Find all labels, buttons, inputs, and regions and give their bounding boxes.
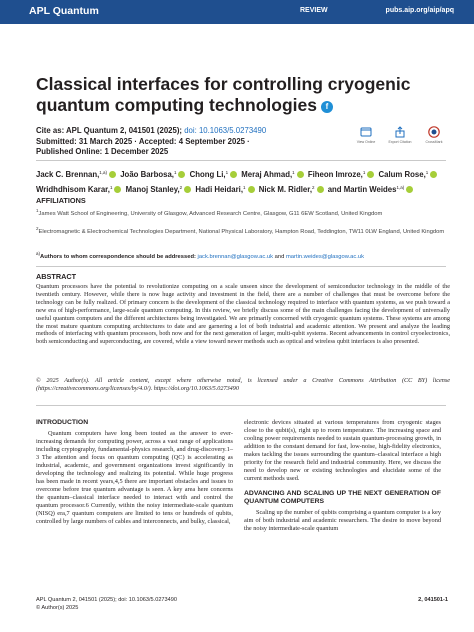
title-text: Classical interfaces for controlling cryogenic quantum computing technologies xyxy=(36,74,411,115)
submission-dates: Submitted: 31 March 2025 · Accepted: 4 September 2025 · xyxy=(36,136,250,146)
view-online-button[interactable] xyxy=(353,126,379,144)
body-column-left xyxy=(36,419,233,526)
body-paragraph: electronic devices situated at various temperatures from cryogenic stages close to the qubit(s), right up to room temperature. The increasing space and cooling power requirements needed to sustain quantum-processing growth, in addition to the constant demand for fast, low-noise, high-fidelity electronics, makes tackling the issues surrounding the quantum–classical interface a high priority for the research field and industrial community. Here, we discuss the need to develop new or existing technologies and elucidate some of the current methods used. xyxy=(244,419,441,482)
section-heading: ADVANCING AND SCALING UP THE NEXT GENERATION OF QUANTUM COMPUTERS xyxy=(244,489,441,506)
crossmark-icon xyxy=(428,126,440,138)
body-paragraph: Quantum computers have long been touted as the answer to ever-increasing demands for computing power, across a vast range of applications including cryptography, fundamental-physics research, and drug-discovery.1–3 The attention and focus on quantum computing (QC) is accelerating as industrial, academic, and government organizations invest significantly in developing the technology and realizing its potential. While huge progress has been made in recent years,4,5 there are important obstacles and issues to overcome before true quantum advantage is seen. A key area here concerns the quantum–classical interface needed to interact with and control the quantum processor.6 Currently, within the noisy intermediate-scale quantum (NISQ) era,7 quantum computers are limited to tens or hundreds of qubits, controlled by large numbers of cables and interconnects, and bulky, classical, xyxy=(36,430,233,525)
author-list: Jack C. Brennan,$^{1,a)}$ João Barbosa,$^1$ Chong Li,$^1$ Meraj Ahmad,$^1$ Fiheon Imroze,$^1$ Calum Rose,$^1$ Wridhdhisom Karar,$^1$ Manoj Stanley,$^2$ Hadi Heidari,$^1$ Nick M. Ridler,$^2$ and Martin Weides$^{1,a)}$ xyxy=(36,166,448,196)
export-icon xyxy=(394,126,406,138)
author[interactable]: Fiheon Imroze, xyxy=(307,170,363,179)
author[interactable]: Meraj Ahmad, xyxy=(241,170,293,179)
author[interactable]: and Martin Weides xyxy=(327,185,397,194)
license-text: © 2025 Author(s). All article content, except where otherwise noted, is licensed under a Creative Commons Attribution (CC BY) license (https://creativecommons.org/licenses/by/4.0/). https://doi.org/10.1063/5.0273490 xyxy=(36,377,450,392)
citation-block xyxy=(36,126,266,158)
open-access-icon: f xyxy=(321,101,333,113)
cite-label: Cite as: APL Quantum 2, 041501 (2025); xyxy=(36,126,183,135)
author[interactable]: João Barbosa, xyxy=(120,170,174,179)
published-date: Published Online: 1 December 2025 xyxy=(36,147,169,156)
article-type: REVIEW xyxy=(300,7,328,14)
affiliation-1: $^1$James Watt School of Engineering, University of Glasgow, Advanced Research Centre, Glasgow, G11 6EW Scotland, United Kingdom xyxy=(36,208,383,217)
orcid-icon[interactable] xyxy=(109,171,116,178)
footer-citation: APL Quantum 2, 041501 (2025); doi: 10.1063/5.0273490 xyxy=(36,597,177,603)
author[interactable]: Nick M. Ridler, xyxy=(258,185,312,194)
divider xyxy=(36,266,446,267)
orcid-icon[interactable] xyxy=(367,171,374,178)
author[interactable]: Calum Rose, xyxy=(378,170,426,179)
author[interactable]: Hadi Heidari, xyxy=(195,185,244,194)
author[interactable]: Chong Li, xyxy=(189,170,226,179)
correspondence-note: $^{a)}$Authors to whom correspondence should be addressed: jack.brennan@glasgow.ac.uk and martin.weides@glasgow.ac.uk xyxy=(36,251,365,260)
affiliations-heading: AFFILIATIONS xyxy=(36,196,86,205)
crossmark-button[interactable] xyxy=(421,126,447,144)
author[interactable]: Jack C. Brennan, xyxy=(36,170,100,179)
page-number: 2, 041501-1 xyxy=(418,597,448,603)
email-link[interactable]: jack.brennan@glasgow.ac.uk xyxy=(197,254,274,260)
export-citation-label: Export Citation xyxy=(388,140,412,144)
article-tools xyxy=(353,126,453,156)
view-online-label: View Online xyxy=(356,140,376,144)
page-footer xyxy=(36,596,448,612)
email-link[interactable]: martin.weides@glasgow.ac.uk xyxy=(285,254,365,260)
orcid-icon[interactable] xyxy=(184,186,191,193)
orcid-icon[interactable] xyxy=(406,186,413,193)
view-online-icon xyxy=(360,126,372,138)
journal-name: APL Quantum xyxy=(29,5,99,17)
footer-copyright: © Author(s) 2025 xyxy=(36,605,79,611)
journal-url[interactable]: pubs.aip.org/aip/apq xyxy=(385,7,454,14)
orcid-icon[interactable] xyxy=(178,171,185,178)
orcid-icon[interactable] xyxy=(248,186,255,193)
affiliation-2: $^2$Electromagnetic & Electrochemical Technologies Department, National Physical Laboratory, Hampton Road, Teddington, TW11 0LW England, United Kingdom xyxy=(36,226,445,235)
journal-header-bar xyxy=(0,0,474,24)
orcid-icon[interactable] xyxy=(317,186,324,193)
orcid-icon[interactable] xyxy=(114,186,121,193)
article-title xyxy=(36,74,436,116)
abstract-text: Quantum processors have the potential to revolutionize computing on a scale unseen since the development of semiconductor technology in the middle of the twentieth century. However, while there is now huge activity and investment in the field, there are a number of challenges that must be overcome before the technology can be fully realized. Of primary concern is the development of the classical technology required to interface with quantum systems, as we push toward a new era of high-performance, large-scale quantum computing. In this review, we briefly discuss some of the main challenges facing the development of universally useful quantum computers and the different architectures being investigated. We are primarily concerned with cryogenic quantum systems. These systems are among the most mature quantum computing architectures to date and are garnering a lot of both industrial and academic attention. We present and analyze the leading methods of interfacing with quantum processors, both now and for the next generation of larger, multi-qubit systems. Recent advancements in control cryoelectronics, both semiconducting and superconducting, are covered, while a view toward newer methods such as optical and wireless qubit interfaces is also presented. xyxy=(36,283,450,346)
body-column-right xyxy=(244,419,441,533)
abstract-heading: ABSTRACT xyxy=(36,272,77,281)
divider xyxy=(36,160,446,161)
divider xyxy=(36,405,446,406)
body-paragraph: Scaling up the number of qubits comprising a quantum computer is a key aim of both industrial and academic researchers. The desire to move beyond the noisy intermediate-scale quantum xyxy=(244,509,441,533)
orcid-icon[interactable] xyxy=(297,171,304,178)
author[interactable]: Manoj Stanley, xyxy=(125,185,180,194)
crossmark-label: CrossMark xyxy=(425,140,443,144)
orcid-icon[interactable] xyxy=(230,171,237,178)
doi-link[interactable]: doi: 10.1063/5.0273490 xyxy=(184,126,267,135)
author[interactable]: Wridhdhisom Karar, xyxy=(36,185,110,194)
export-citation-button[interactable] xyxy=(387,126,413,144)
section-heading: INTRODUCTION xyxy=(36,419,89,426)
orcid-icon[interactable] xyxy=(430,171,437,178)
